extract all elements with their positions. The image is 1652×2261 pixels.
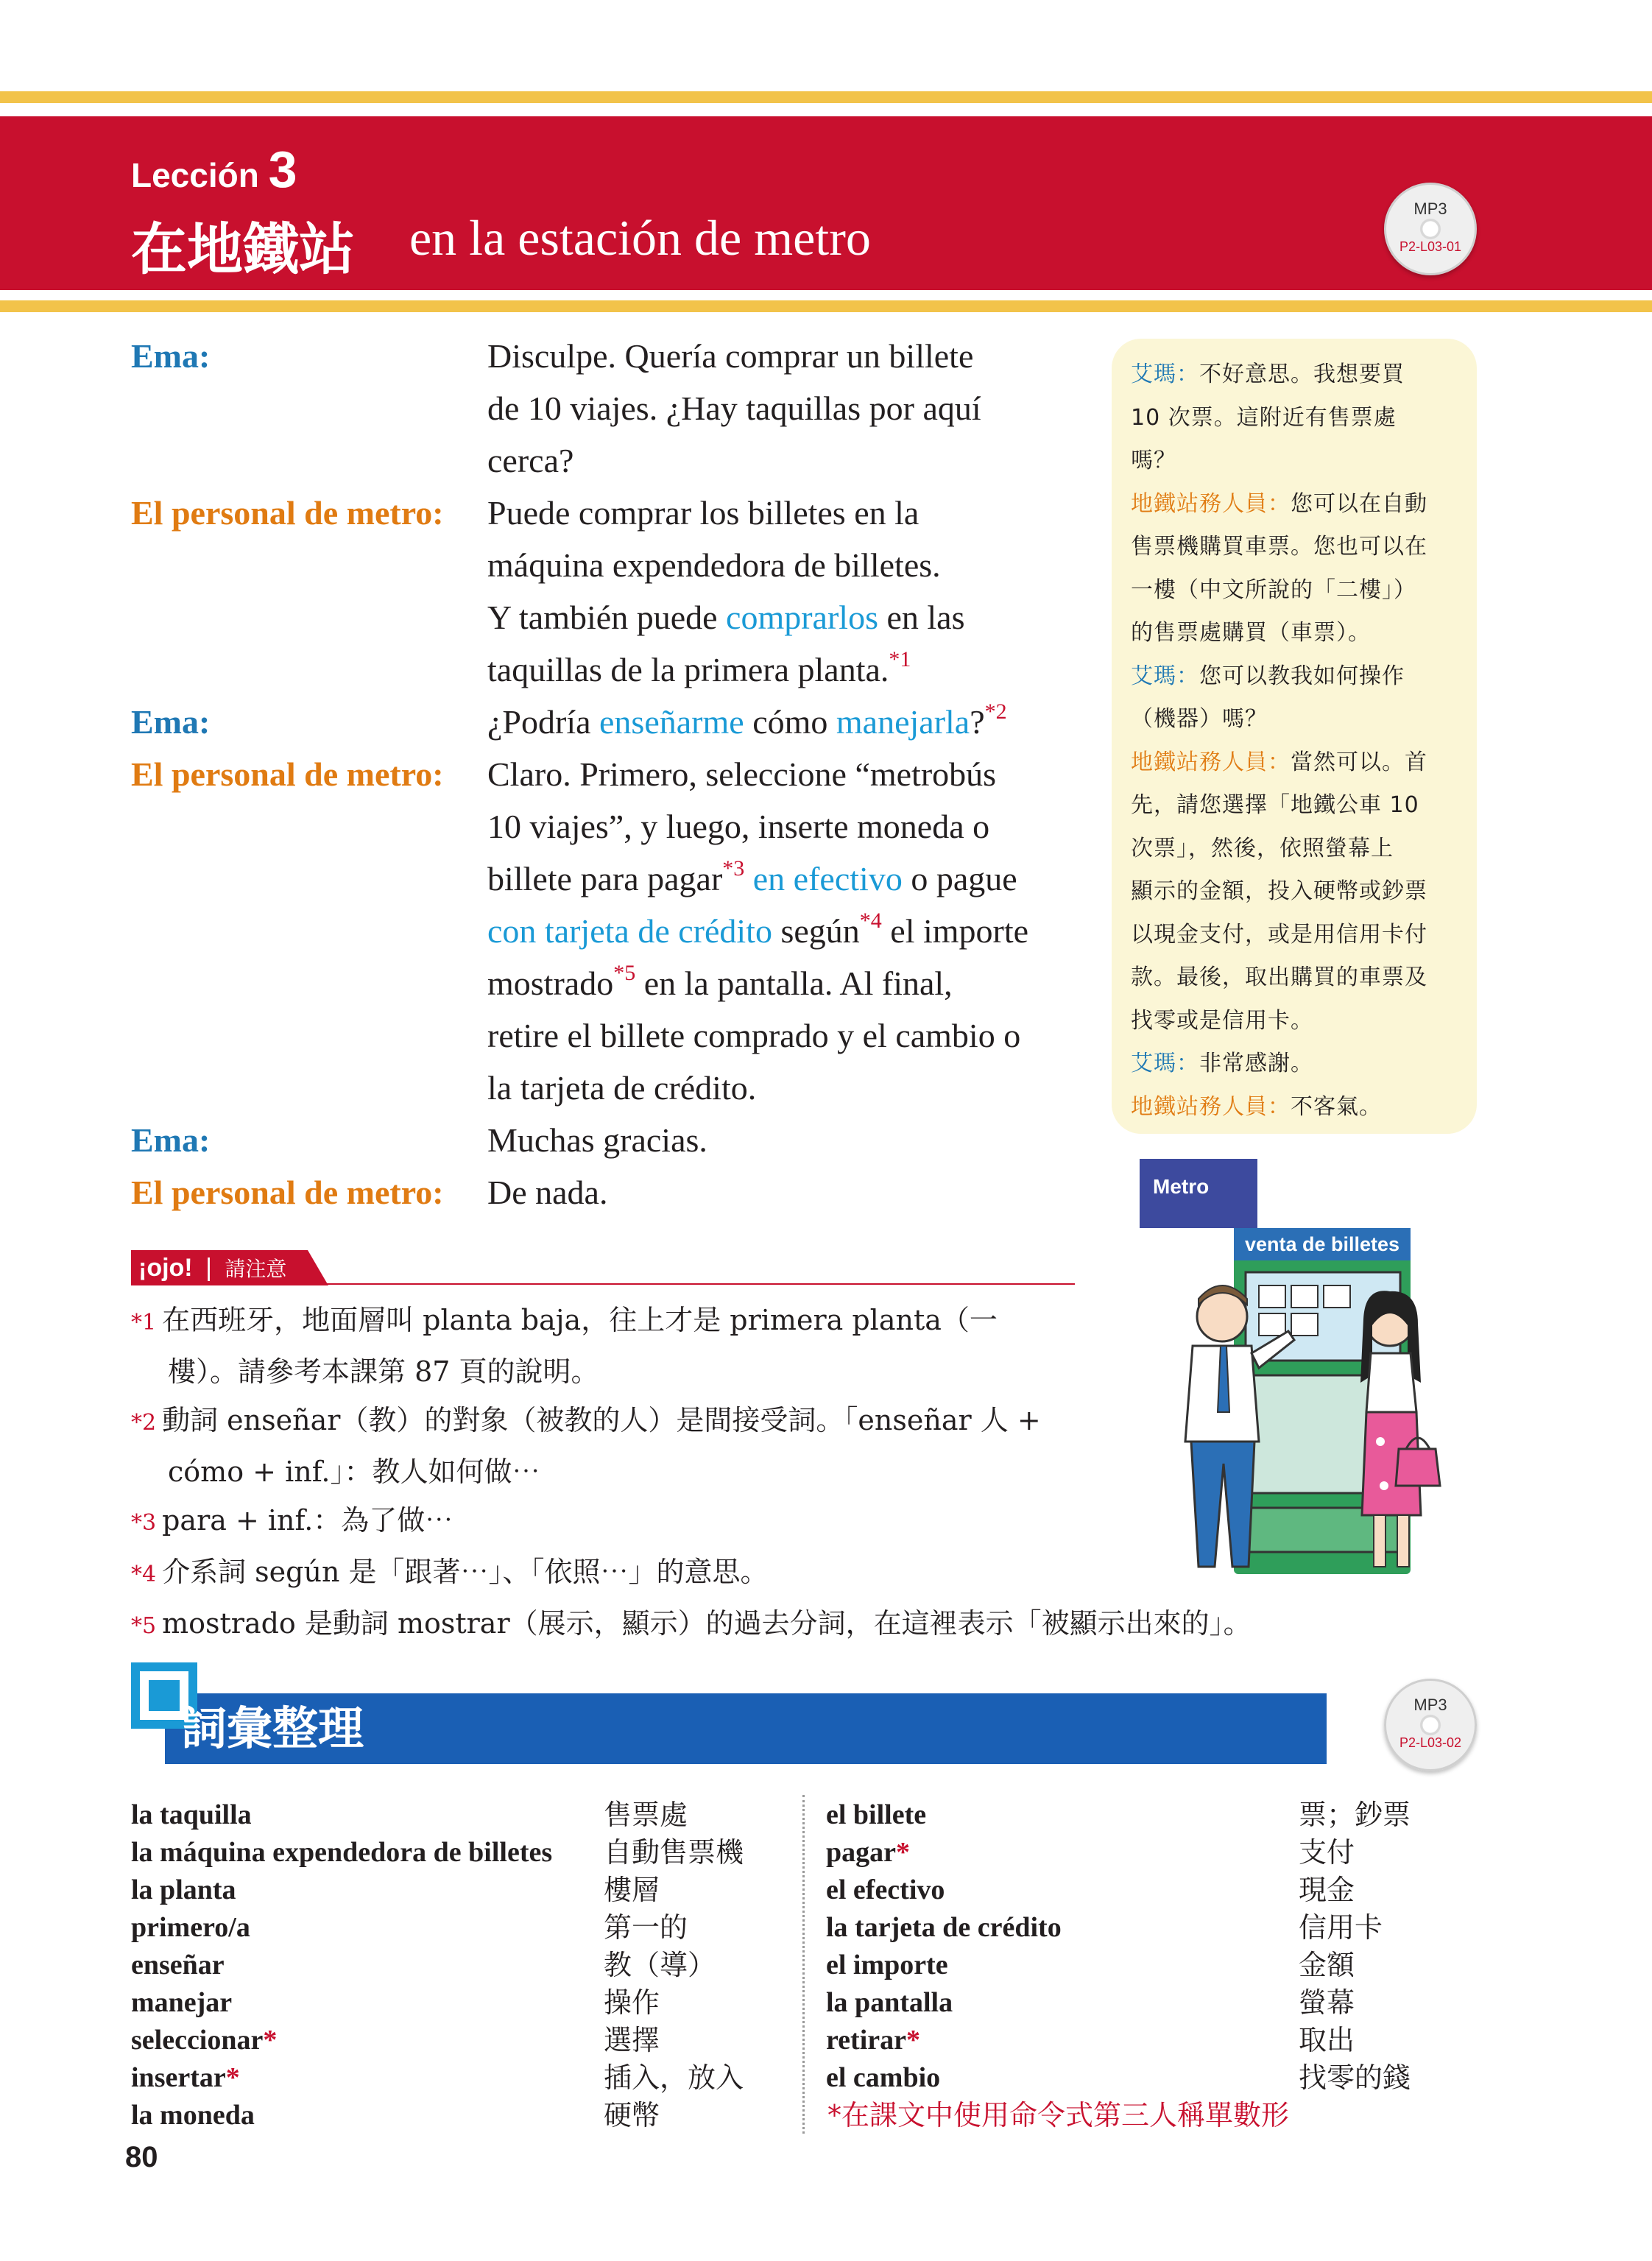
vocab-term: el importe [826,1950,948,1980]
man-tie [1218,1346,1229,1412]
text-segment: el importe [881,912,1029,950]
note-reference: *4 [859,909,882,933]
translation-box [1112,339,1477,1134]
text-segment: taquillas de la primera planta. [487,651,889,688]
translation-text: 嗎？ [1131,448,1176,473]
translation-speaker: 艾瑪： [1131,663,1199,689]
translation-text: 款。最後，取出購買的車票及 [1131,964,1427,990]
woman-bag [1396,1449,1440,1486]
dialogue-line [487,696,1088,748]
dialogue-line [487,434,1088,487]
translation-speaker: 艾瑪： [1131,361,1199,387]
text-segment: De nada. [487,1174,608,1211]
ojo-notes [131,1296,1252,1651]
vocab-row [826,2059,1489,2097]
text-segment: Y también puede [487,599,727,636]
highlighted-phrase: manejarla [836,703,970,741]
dialogue-text [487,487,1088,696]
speaker-label: El personal de metro: [131,1174,444,1211]
translation-text: 您可以教我如何操作 [1199,663,1405,689]
ojo-note-line [131,1296,1088,1347]
translation-line [1131,741,1458,785]
text-segment: según [772,912,860,950]
translation-speaker: 地鐵站務人員： [1131,490,1291,517]
text-segment: Disculpe. Quería comprar un billete [487,337,974,375]
vocab-row [826,1834,1489,1872]
vocab-term: seleccionar* [131,2025,278,2056]
vocab-meaning: 售票處 [604,1799,688,1831]
vocab-term: la tarjeta de crédito [826,1912,1062,1943]
ojo-note-line [131,1396,1088,1447]
bottom-stripe [0,300,1652,312]
text-segment: 10 viajes”, y luego, inserte moneda o [487,808,990,845]
highlighted-phrase: enseñarme [599,703,744,741]
vocab-meaning: 第一的 [604,1911,688,1944]
vocab-meaning: 票；鈔票 [1299,1799,1411,1831]
vocab-row [826,2022,1489,2059]
vocab-term: el billete [826,1799,927,1830]
translation-speaker: 地鐵站務人員： [1131,1093,1291,1120]
dialogue-line [487,905,1088,957]
dialogue-turn [131,1166,1088,1218]
text-segment: en la pantalla. Al final, [635,964,953,1002]
ojo-note-line [131,1447,1088,1496]
dialogue-line [487,539,1088,591]
note-reference: *1 [889,647,911,671]
lesson-label-text: Lección [131,156,259,194]
translation-line [1131,655,1458,699]
note-text: cómo + inf.」：教人如何做⋯ [168,1456,540,1488]
note-text: para + inf.：為了做⋯ [162,1504,453,1537]
translation-text: 以現金支付，或是用信用卡付 [1131,921,1427,948]
vocab-row [131,1909,779,1947]
vocab-term: enseñar [131,1950,225,1980]
vocab-term: retirar* [826,2025,920,2056]
translation-line [1131,1000,1458,1043]
dialogue-text [487,1166,1088,1218]
vocab-term: el efectivo [826,1874,945,1905]
speaker-label: Ema: [131,1121,211,1159]
vocab-row [131,2097,779,2134]
vocab-meaning: 自動售票機 [604,1836,744,1869]
translation-text: 非常感謝。 [1199,1051,1313,1076]
translation-line [1131,1043,1458,1086]
note-mark: *5 [131,1613,157,1639]
dialogue-line [487,957,1088,1009]
dialogue-line [487,1009,1088,1062]
ojo-note-line [131,1599,1252,1651]
vocab-meaning: 操作 [604,1986,660,2019]
audio-track-id: P2-L03-01 [1399,239,1462,254]
ojo-subtitle: 請注意 [225,1257,287,1281]
vocab-row [131,1834,779,1872]
translation-text: 次票」，然後，依照螢幕上 [1131,835,1394,861]
highlighted-phrase: en efectivo [752,860,903,897]
note-text: 樓）。請參考本課第 87 頁的說明。 [168,1355,599,1388]
vocab-term: insertar* [131,2062,240,2093]
dialogue-line [487,591,1088,643]
vocab-header-icon-core [149,1680,180,1711]
dialogue-turn [131,696,1088,748]
translation-text: 先，請您選擇「地鐵公車 10 [1131,792,1419,818]
text-segment: mostrado [487,964,614,1002]
text-segment: ¿Podría [487,703,600,741]
vocab-list-left [131,1796,779,2134]
vocab-row [131,1984,779,2022]
dialogue [131,330,1088,1218]
dialogue-text [487,330,1088,487]
translation-line [1131,483,1458,526]
translation-line [1131,1086,1458,1129]
dialogue-line [487,1166,1088,1218]
vocab-term: la planta [131,1874,236,1905]
note-text: 動詞 enseñar（教）的對象（被教的人）是間接受詞。「enseñar 人 + [162,1404,1041,1436]
vocab-meaning: 教（導） [604,1949,716,1981]
text-segment: billete para pagar [487,860,723,897]
page-title-es: en la estación de metro [409,210,871,266]
dialogue-text [487,748,1088,1114]
ojo-note-line [131,1496,1088,1548]
translation-line [1131,353,1458,397]
text-segment: Puede comprar los billetes en la [487,494,919,532]
woman-top [1366,1353,1416,1412]
text-segment: ? [970,703,985,741]
vocab-meaning: 螢幕 [1299,1986,1355,2019]
note-reference: *5 [613,961,636,985]
ticket-machine-illustration [1178,1228,1458,1581]
translation-line [1131,440,1458,483]
vocab-row [131,1947,779,1984]
translation-text: 不好意思。我想要買 [1199,361,1405,387]
dialogue-line [487,487,1088,539]
vocab-audio-label: MP3 [1413,1696,1447,1714]
translation-line [1131,784,1458,828]
note-text: 介系詞 según 是「跟著⋯」、「依照⋯」的意思。 [162,1556,769,1588]
ojo-note-line [131,1347,1088,1396]
vocab-row [826,1984,1489,2022]
vocab-meaning: 找零的錢 [1299,2061,1411,2094]
vocab-meaning: 樓層 [604,1874,660,1906]
metro-sign: Metro [1140,1159,1257,1228]
note-mark: *4 [131,1562,157,1587]
imperative-mark: * [896,1837,910,1868]
vocab-term: la pantalla [826,1987,953,2018]
dialogue-line [487,853,1088,905]
dialogue-turn [131,487,1088,696]
vocab-meaning: 支付 [1299,1836,1355,1869]
vocab-row [826,1947,1489,1984]
vocab-term: la taquilla [131,1799,252,1830]
translation-line [1131,569,1458,613]
speaker-label: El personal de metro: [131,755,444,793]
note-reference: *3 [722,856,745,881]
text-segment: la tarjeta de crédito. [487,1069,757,1107]
note-text: 在西班牙，地面層叫 planta baja，往上才是 primera planta（一 [162,1304,998,1336]
highlighted-phrase: con tarjeta de crédito [487,912,772,950]
translation-text: 您可以在自動 [1291,490,1427,517]
man-trousers [1191,1442,1254,1567]
text-segment: cómo [744,703,836,741]
vocab-meaning: 選擇 [604,2024,660,2056]
vocab-title: 詞彙整理 [181,1701,364,1755]
note-mark: *1 [131,1310,157,1336]
vocab-meaning: 取出 [1299,2024,1355,2056]
vocab-term: manejar [131,1987,233,2018]
translation-line [1131,612,1458,655]
highlighted-phrase: comprarlos [726,599,878,636]
translation-line [1131,698,1458,741]
ticket-machine-label: venta de billetes [1244,1233,1400,1255]
page-title-zh: 在地鐵站 [131,216,355,282]
text-segment: de 10 viajes. ¿Hay taquillas por aquí [487,389,981,427]
vocab-meaning: 信用卡 [1299,1911,1383,1944]
vocab-meaning: 硬幣 [604,2099,660,2131]
dialogue-line [487,1114,1088,1166]
note-text: mostrado 是動詞 mostrar（展示，顯示）的過去分詞，在這裡表示「被顯示出來的」。 [162,1607,1252,1640]
vocab-divider [802,1795,805,2134]
top-stripe [0,91,1652,103]
text-segment: cerca? [487,442,574,479]
dialogue-line [487,330,1088,382]
translation-line [1131,526,1458,569]
text-segment: en las [878,599,965,636]
speaker-label: Ema: [131,337,211,375]
audio-label: MP3 [1413,200,1447,218]
translation-text: 售票機購買車票。您也可以在 [1131,534,1427,560]
vocab-term: el cambio [826,2062,941,2093]
note-reference: *2 [984,699,1007,724]
note-mark: *3 [131,1510,157,1536]
dialogue-text [487,1114,1088,1166]
vocab-meaning: 現金 [1299,1874,1355,1906]
audio-track-button[interactable] [1384,183,1477,275]
translation-line [1131,828,1458,871]
translation-line [1131,870,1458,914]
ojo-rule [324,1283,1075,1285]
translation-text: 找零或是信用卡。 [1131,1007,1313,1034]
imperative-mark: * [263,2025,278,2056]
vocab-audio-button[interactable] [1384,1679,1477,1771]
text-segment: retire el billete comprado y el cambio o [487,1017,1021,1054]
text-segment: o pague [902,860,1017,897]
text-segment: Claro. Primero, seleccione “metrobús [487,755,997,793]
dialogue-line [487,800,1088,853]
translation-line [1131,956,1458,1000]
vocab-row [826,1796,1489,1834]
translation-text: 一樓（中文所說的「二樓」） [1131,576,1416,603]
dialogue-text [487,696,1088,748]
translation-line [1131,914,1458,957]
vocab-term: la moneda [131,2100,255,2131]
vocab-audio-track-id: P2-L03-02 [1399,1735,1462,1750]
translation-text: （機器）嗎？ [1131,706,1268,732]
vocab-row [131,2022,779,2059]
translation-speaker: 艾瑪： [1131,1051,1199,1076]
text-segment: Muchas gracias. [487,1121,707,1159]
translation-text: 10 次票。這附近有售票處 [1131,404,1397,431]
imperative-mark: * [906,2025,920,2056]
lesson-number: 3 [268,141,297,198]
dialogue-turn [131,748,1088,1114]
dialogue-line [487,748,1088,800]
dialogue-turn [131,330,1088,487]
translation-text: 的售票處購買（車票）。 [1131,620,1371,646]
vocab-row [131,1872,779,1909]
text-segment [744,860,753,897]
vocab-term: pagar* [826,1837,910,1868]
lesson-label [131,140,297,199]
translation-line [1131,397,1458,440]
note-mark: *2 [131,1410,157,1436]
vocab-meaning: 金額 [1299,1949,1355,1981]
dialogue-turn [131,1114,1088,1166]
speaker-label: El personal de metro: [131,494,444,532]
vocab-row [826,1909,1489,1947]
imperative-mark: * [225,2062,240,2093]
speaker-label: Ema: [131,703,211,741]
ojo-note-line [131,1548,1088,1599]
dialogue-line [487,643,1088,696]
translation-speaker: 地鐵站務人員： [1131,749,1291,775]
dialogue-line [487,1062,1088,1114]
vocab-term: la máquina expendedora de billetes [131,1837,553,1868]
vocab-list-right [826,1796,1489,2097]
translation-text: 當然可以。首 [1291,749,1427,775]
text-segment: máquina expendedora de billetes. [487,546,941,584]
vocab-footnote: *在課文中使用命令式第三人稱單數形 [827,2099,1290,2131]
page-number: 80 [125,2141,158,2173]
vocab-row [131,1796,779,1834]
vocab-meaning: 插入，放入 [604,2061,744,2094]
ojo-title: ¡ojo! [138,1254,193,1282]
ojo-title-wrap: ¡ojo! | 請注意 [138,1254,287,1282]
vocab-term: primero/a [131,1912,250,1943]
translation-text: 不客氣。 [1291,1093,1382,1120]
vocab-row [826,1872,1489,1909]
vocab-row [131,2059,779,2097]
dialogue-line [487,382,1088,434]
translation-text: 顯示的金額，投入硬幣或鈔票 [1131,878,1427,904]
